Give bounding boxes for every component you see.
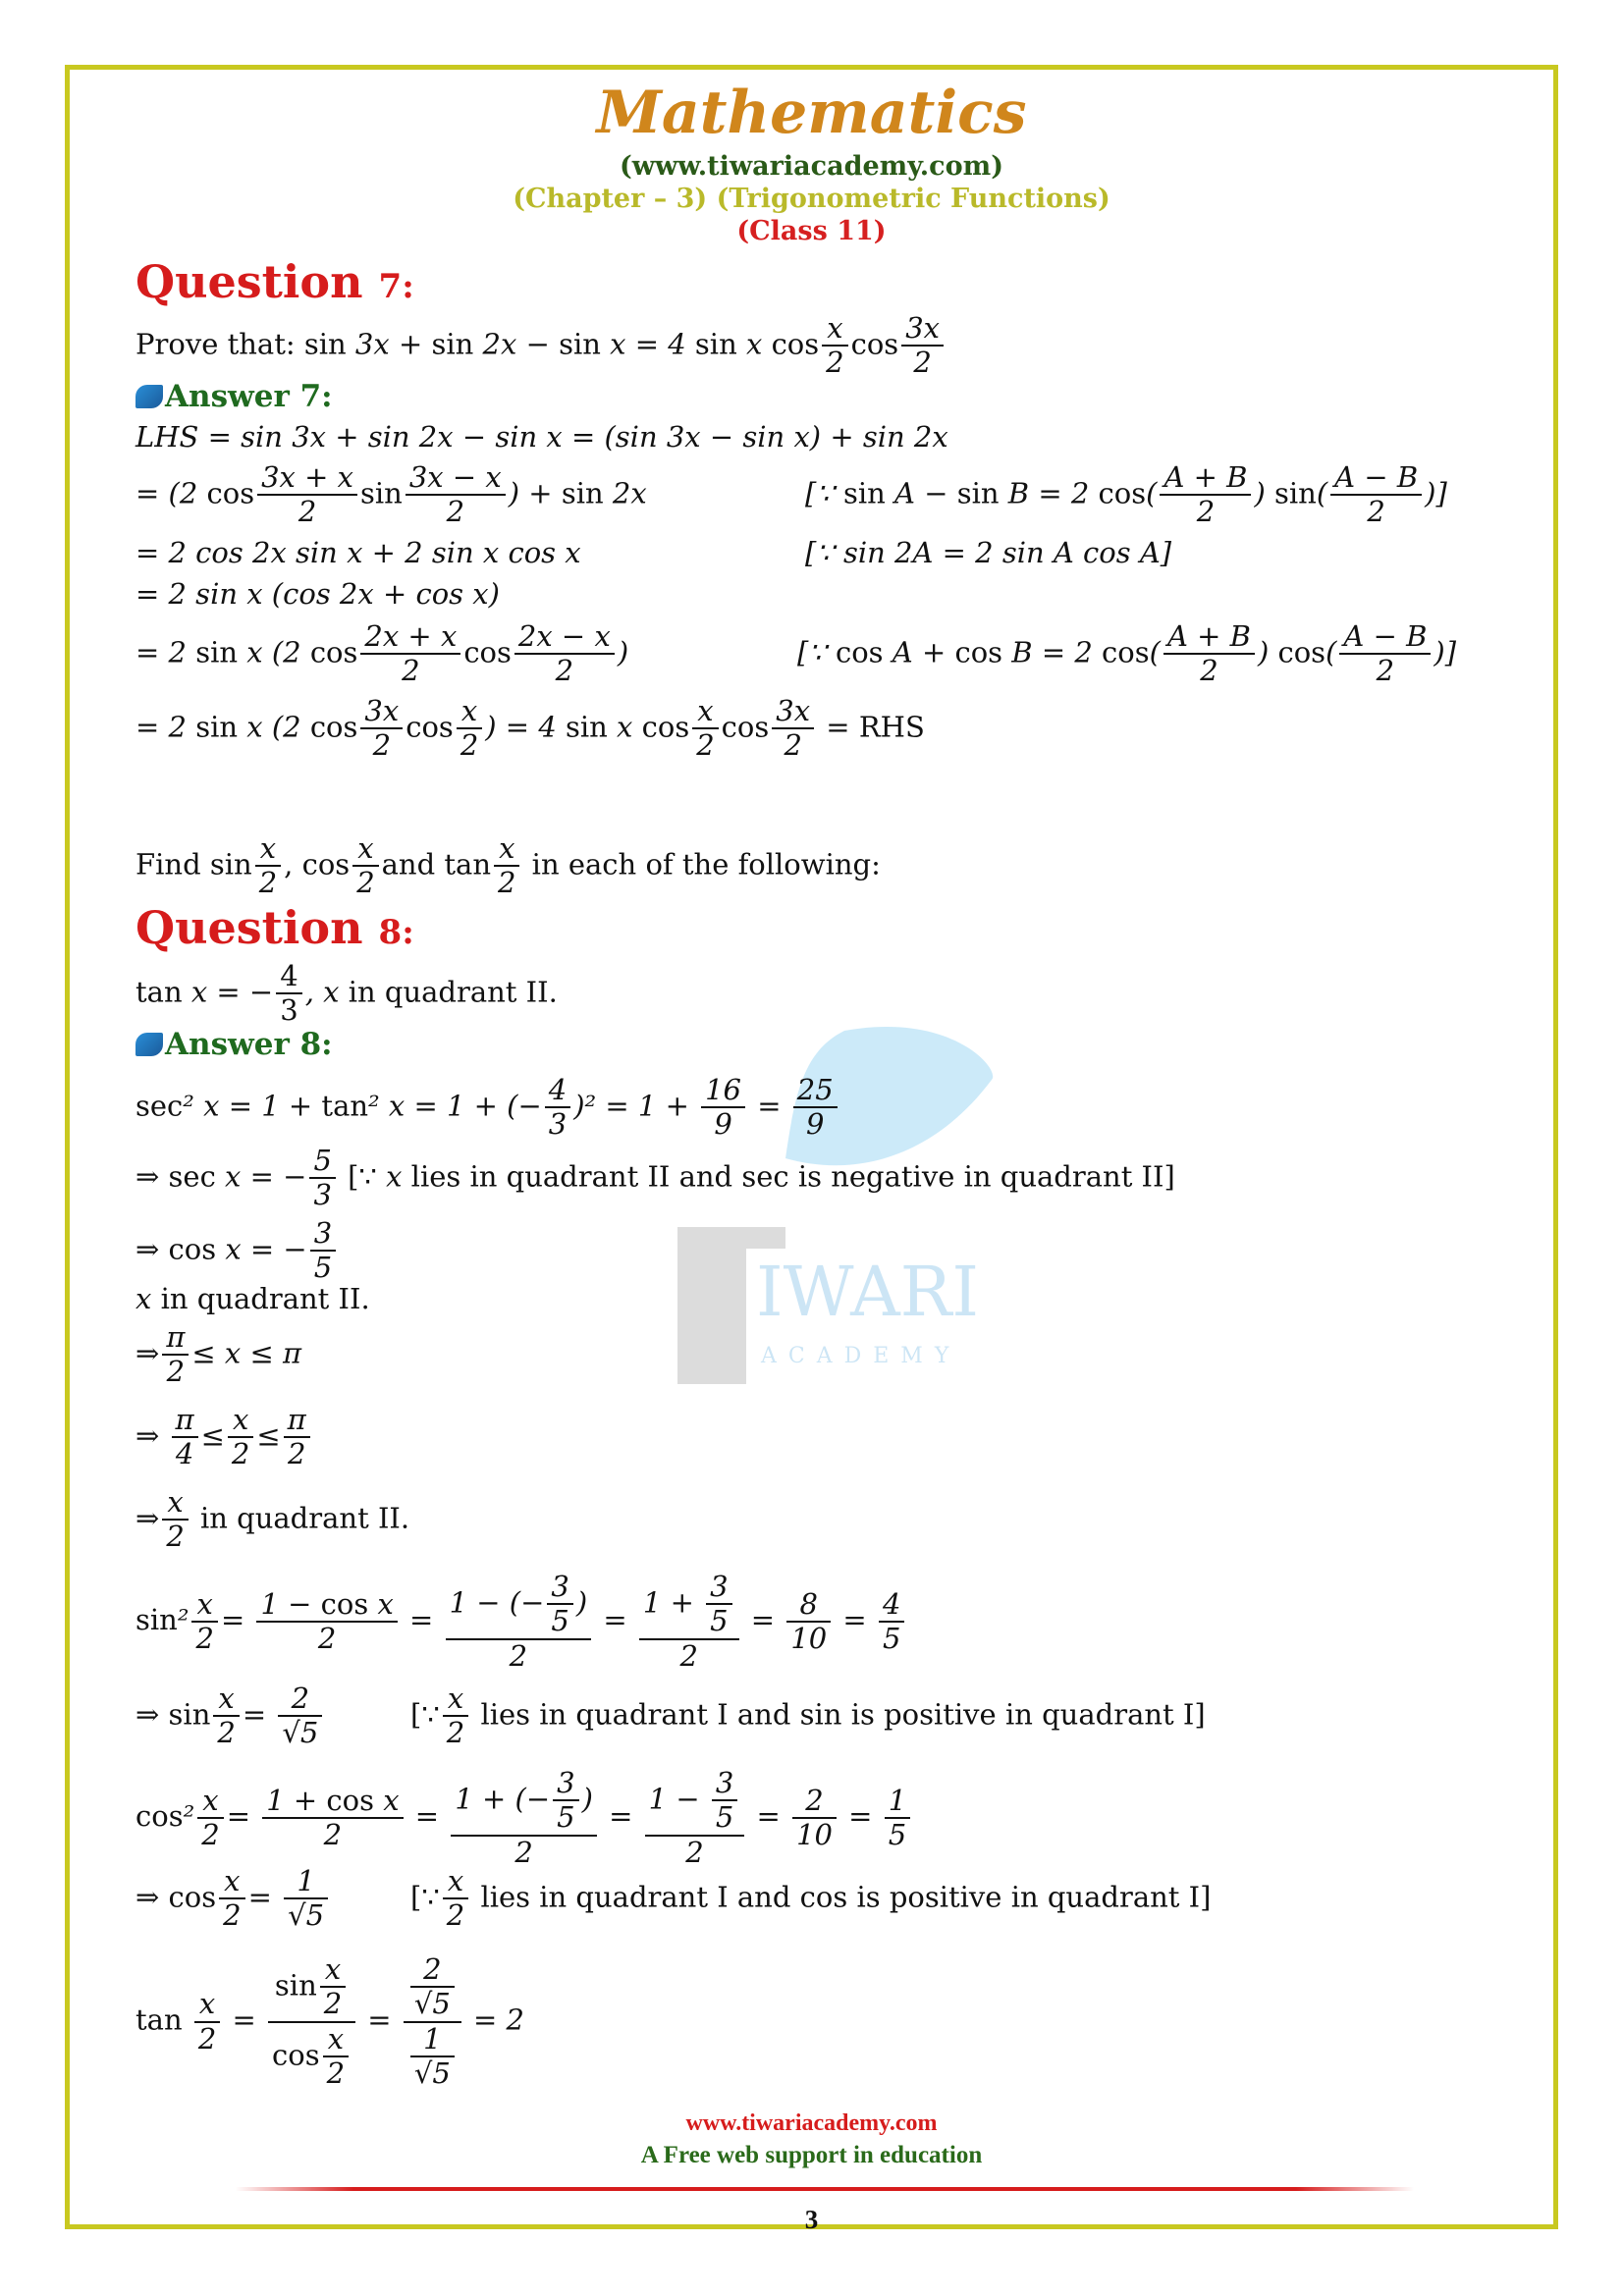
answer-8-line-8: sin² $\frac{x}{2}$ = $\frac{\text{1 − cos x}}{2}$ = 1 − (− $\frac{3}{5}$ ) 2 = 1 + $\frac{3}{5}$ 2 = $\frac{8}{10}$ = $\frac{4}{5}$ bbox=[135, 1571, 907, 1673]
answer-7-line-4: = 2 sin x (cos 2x + cos x) bbox=[135, 577, 500, 611]
header-chapter: (Chapter – 3) (Trigonometric Functions) bbox=[513, 184, 1110, 214]
footer-divider bbox=[236, 2187, 1414, 2191]
answer-7-line-1: LHS = sin 3x + sin 2x − sin x = (sin 3x − sin x) + sin 2x bbox=[135, 420, 948, 454]
answer-8-line-5: ⇒ $\frac{\pi}{2}$ ≤ x ≤ π bbox=[135, 1320, 302, 1389]
question-number: 8: bbox=[378, 913, 414, 952]
answer-7-label: Answer 7: bbox=[135, 379, 333, 414]
footer-website[interactable]: www.tiwariacademy.com bbox=[685, 2110, 938, 2136]
answer-8-line-9: ⇒ sin $\frac{x}{2}$ = $\frac{2}{√5}$ bbox=[135, 1682, 325, 1750]
section-intro: Find sin $\frac{x}{2}$ , cos $\frac{x}{2}$ and tan $\frac{x}{2}$ in each of the following: bbox=[135, 831, 881, 900]
answer-8-line-7: ⇒ $\frac{x}{2}$ in quadrant II. bbox=[135, 1485, 410, 1554]
answer-8-line-1: sec² x = 1 + tan² x = 1 + (− $\frac{4}{3}$ )² = 1 + $\frac{16}{9}$ = $\frac{25}{9}$ bbox=[135, 1074, 840, 1142]
header-class: (Class 11) bbox=[736, 216, 887, 246]
answer-8-line-12: tan $\frac{x}{2}$ = sin $\frac{x}{2}$ cos $\frac{x}{2}$ = $\frac{\frac{2}{√5}}{\frac{1}{√5}}$ = 2 bbox=[135, 1952, 524, 2091]
answer-8-line-11: ⇒ cos $\frac{x}{2}$ = $\frac{1}{√5}$ bbox=[135, 1865, 331, 1933]
answer-7-line-5: = 2 sin x (2 cos $\frac{2x + x}{2}$ cos $\frac{2x - x}{2}$ ) bbox=[135, 619, 629, 688]
answer-8-line-10: cos² $\frac{x}{2}$ = $\frac{\text{1 + cos x}}{2}$ = 1 + (− $\frac{3}{5}$ ) 2 = 1 − $\frac{3}{5}$ 2 = $\frac{2}{10}$ = $\frac{1}{5}$ bbox=[135, 1767, 913, 1869]
header-website[interactable]: (www.tiwariacademy.com) bbox=[620, 151, 1003, 182]
answer-7-reason-1: [∵ sin A − sin B = 2 cos( $\frac{A + B}{2}$ ) sin( $\frac{A - B}{2}$ )] bbox=[805, 460, 1447, 529]
question-label: Question bbox=[135, 255, 363, 308]
watermark-word: IWARI bbox=[756, 1252, 980, 1332]
answer-8-reason-sin: [∵ $\frac{x}{2}$ lies in quadrant I and sin is positive in quadrant I] bbox=[410, 1682, 1206, 1750]
answer-8-line-4: x in quadrant II. bbox=[135, 1282, 370, 1315]
answer-7-line-3: = 2 cos 2x sin x + 2 sin x cos x bbox=[135, 536, 581, 569]
question-label: Question bbox=[135, 901, 363, 954]
answer-8-line-2: ⇒ sec x = − $\frac{5}{3}$ [∵ x lies in quadrant II and sec is negative in quadrant II] bbox=[135, 1144, 1175, 1212]
answer-8-reason-cos: [∵ $\frac{x}{2}$ lies in quadrant I and cos is positive in quadrant I] bbox=[410, 1864, 1212, 1933]
answer-8-line-6: ⇒ $\frac{\pi}{4}$ ≤ $\frac{x}{2}$ ≤ $\frac{\pi}{2}$ bbox=[135, 1404, 313, 1471]
answer-8-line-3: ⇒ cos x = − $\frac{3}{5}$ bbox=[135, 1217, 339, 1285]
answer-7-reason-3: [∵ cos A + cos B = 2 cos( $\frac{A + B}{2}$ ) cos( $\frac{A - B}{2}$ )] bbox=[797, 619, 1457, 688]
question-8-heading bbox=[135, 901, 414, 954]
question-7-prompt: Prove that: sin 3x + sin 2x − sin x = 4 sin x cos $\frac{x}{2}$ cos $\frac{3x}{2}$ bbox=[135, 312, 947, 380]
page-number: 3 bbox=[804, 2205, 819, 2234]
answer-7-line-6: = 2 sin x (2 cos $\frac{3x}{2}$ cos $\frac{x}{2}$ ) = 4 sin x cos $\frac{x}{2}$ cos $\frac{3x}{2}$ = RHS bbox=[135, 694, 925, 763]
answer-7-reason-2: [∵ sin 2A = 2 sin A cos A] bbox=[805, 536, 1172, 569]
question-7-heading bbox=[135, 255, 414, 308]
watermark-sub: ACADEMY bbox=[761, 1344, 961, 1368]
tiwari-logo-icon bbox=[135, 385, 163, 408]
page-title: Mathematics bbox=[596, 79, 1027, 147]
question-number: 7: bbox=[378, 267, 414, 306]
tiwari-logo-icon bbox=[135, 1033, 163, 1056]
question-8-prompt: tan x = − $\frac{4}{3}$ , x in quadrant II. bbox=[135, 959, 558, 1028]
answer-7-line-2: = (2 cos $\frac{3x + x}{2}$ sin $\frac{3x - x}{2}$ ) + sin 2x bbox=[135, 460, 647, 529]
footer-tagline: A Free web support in education bbox=[640, 2142, 983, 2168]
answer-8-label: Answer 8: bbox=[135, 1027, 333, 1062]
